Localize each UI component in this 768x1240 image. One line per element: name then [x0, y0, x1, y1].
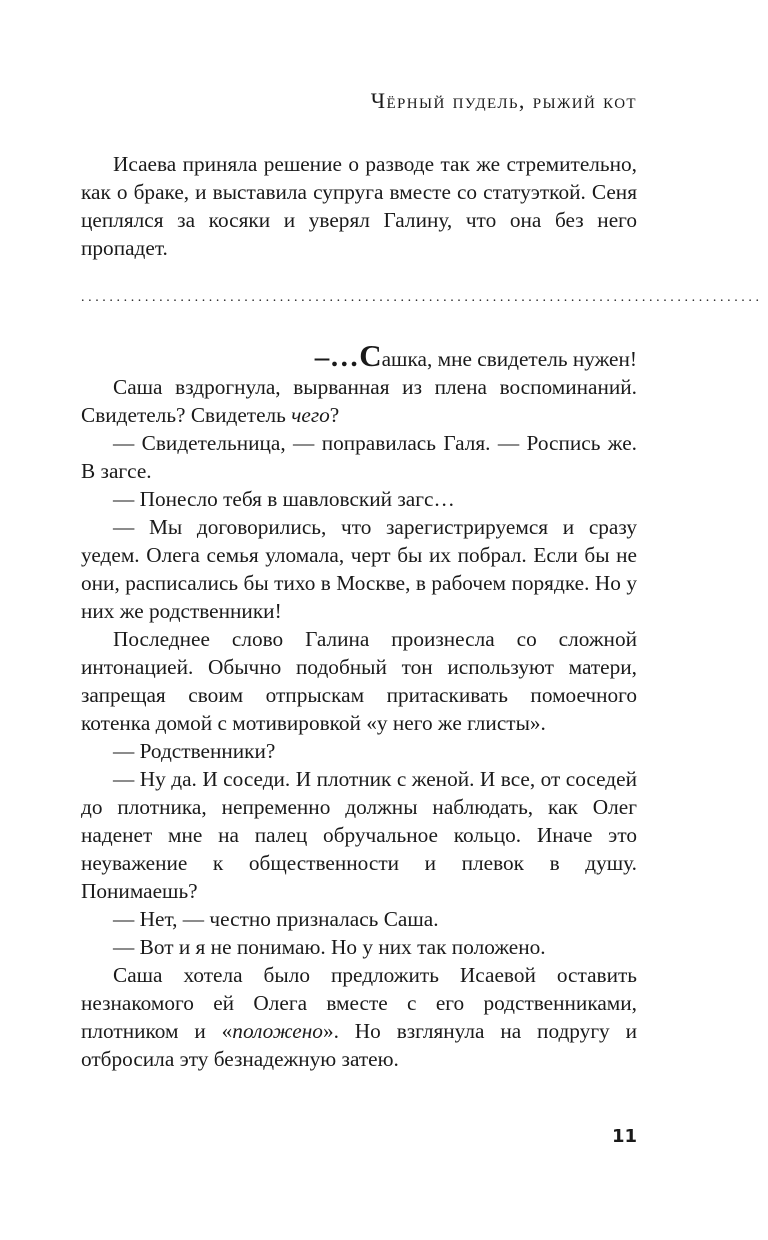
book-page: [81, 0, 763, 1240]
paragraph: Исаева приняла решение о разводе так же стремительно, как о браке, и выставила супруга вместе со статуэткой. Сеня цеплялся за косяки и уверял Галину, что она без него пропадет.: [81, 152, 637, 260]
emphasis-text: чего: [291, 403, 330, 427]
paragraph-text: Саша вздрогнула, вырванная из плена воспоминаний. Свидетель? Свидетель: [81, 375, 637, 427]
section-separator: ................................................................................................: [81, 290, 763, 305]
paragraph-text: ». Но взглянула на подругу и отбросила эту безнадежную затею.: [81, 1019, 637, 1071]
paragraph: Последнее слово Галина произнесла со сложной интонацией. Обычно подобный тон используют матери, запрещая своим отпрыскам притаскивать помоечного котенка домой с мотивировкой «у него же глисты».: [81, 627, 637, 735]
dialogue-text: [81, 338, 637, 1073]
opening-dash: –…: [314, 341, 360, 373]
paragraph: — Мы договорились, что зарегистрируемся и сразу уедем. Олега семья уломала, черт бы их побрал. Если бы не они, расписались бы тихо в Москве, в рабочем порядке. Но у них же родственники!: [81, 515, 637, 623]
paragraph: [81, 373, 637, 429]
page-number: 11: [611, 1126, 637, 1147]
paragraph: [81, 961, 637, 1073]
opening-rest: ашка, мне свидетель нужен!: [381, 347, 637, 371]
intro-text: [81, 150, 637, 262]
paragraph: — Свидетельница, — поправилась Галя. — Роспись же. В загсе.: [81, 431, 637, 483]
paragraph: — Нет, — честно призналась Саша.: [113, 907, 439, 931]
paragraph-text: Саша хотела было предложить Исаевой оставить незнакомого ей Олега вместе с его родственниками, плотником и «: [81, 963, 637, 1043]
running-header: Чёрный пудель, рыжий кот: [370, 88, 637, 113]
paragraph: — Родственники?: [113, 739, 276, 763]
drop-cap-letter: С: [359, 338, 382, 373]
paragraph-text: ?: [329, 403, 340, 427]
paragraph: — Понесло тебя в шавловский загс…: [113, 487, 455, 511]
paragraph: — Вот и я не понимаю. Но у них так положено.: [113, 935, 546, 959]
opening-line: [81, 338, 637, 373]
paragraph: — Ну да. И соседи. И плотник с женой. И все, от соседей до плотника, непременно должны наблюдать, как Олег наденет мне на палец обручальное кольцо. Иначе это неуважение к общественности и плевок в душу. Понимаешь?: [81, 767, 637, 903]
emphasis-text: положено: [232, 1019, 323, 1043]
